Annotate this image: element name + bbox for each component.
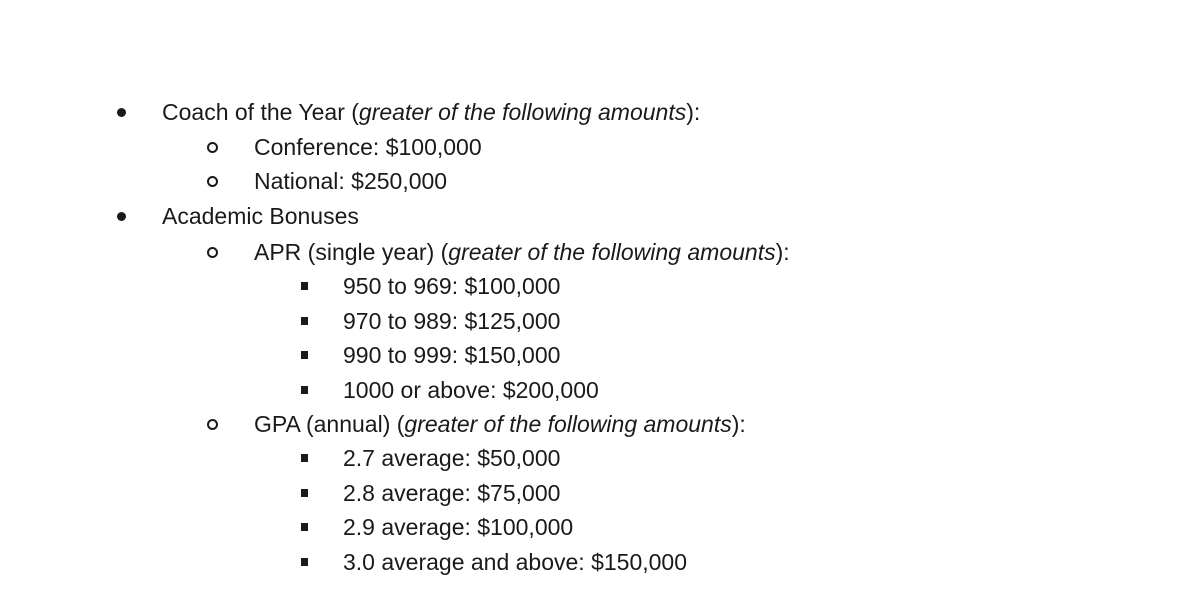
bullet-square <box>297 373 311 407</box>
list-item-text <box>254 235 790 269</box>
list-item-label: 3.0 average and above: $150,000 <box>343 549 688 575</box>
list-item-suffix: ): <box>731 411 746 437</box>
list-item-label: Conference: $100,000 <box>254 134 482 160</box>
bullet-circle <box>205 235 219 269</box>
bullet-dot <box>114 95 128 129</box>
list-item-label: 2.8 average: $75,000 <box>343 480 561 506</box>
bullet-circle <box>205 407 219 441</box>
bullet-square <box>297 338 311 372</box>
list-item-italic-note: greater of the following amounts <box>404 411 732 437</box>
bullet-square <box>297 441 311 475</box>
list-item-label: National: $250,000 <box>254 168 448 194</box>
list-item-label: GPA (annual) ( <box>254 411 405 437</box>
list-item-label: 970 to 989: $125,000 <box>343 308 561 334</box>
list-item-suffix: ): <box>775 239 790 265</box>
list-item-label: 950 to 969: $100,000 <box>343 273 561 299</box>
bullet-dot <box>114 199 128 233</box>
bullet-circle <box>205 164 219 198</box>
list-item-italic-note: greater of the following amounts <box>448 239 776 265</box>
list-item-label: APR (single year) ( <box>254 239 449 265</box>
list-item-suffix: ): <box>686 99 701 125</box>
list-item-italic-note: greater of the following amounts <box>358 99 687 125</box>
list-item-label: 990 to 999: $150,000 <box>343 342 561 368</box>
bullet-circle <box>205 130 219 164</box>
list-item-label: 2.9 average: $100,000 <box>343 514 574 540</box>
list-item-label: Academic Bonuses <box>162 203 359 229</box>
list-item-label: 1000 or above: $200,000 <box>343 377 599 403</box>
list-item-text <box>254 407 746 441</box>
bullet-square <box>297 510 311 544</box>
list-item-label: 2.7 average: $50,000 <box>343 445 561 471</box>
list-item-label: Coach of the Year ( <box>162 99 359 125</box>
bullet-square <box>297 545 311 579</box>
bullet-square <box>297 269 311 303</box>
bullet-square <box>297 304 311 338</box>
bullet-square <box>297 476 311 510</box>
list-item-text <box>162 95 700 129</box>
